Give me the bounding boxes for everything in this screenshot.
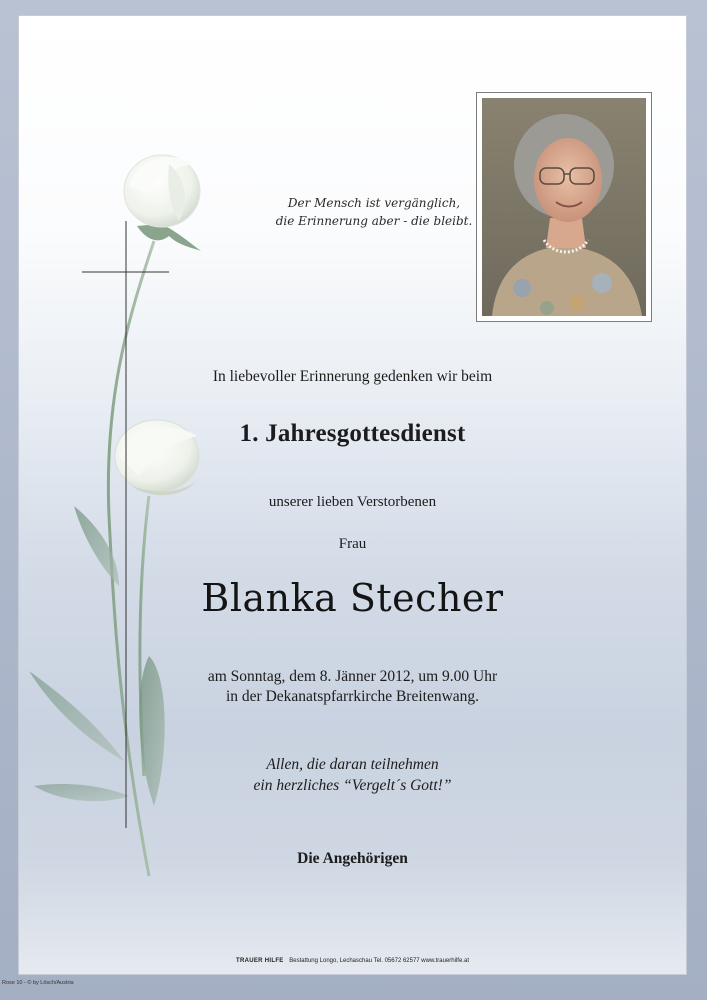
service-date: am Sonntag, dem 8. Jänner 2012, um 9.00 Uhr [207, 668, 498, 685]
portrait-photo [482, 98, 646, 316]
thanks-line-1: Allen, die daran teilnehmen [266, 756, 439, 773]
footer [19, 958, 686, 964]
signoff: Die Angehörigen [297, 850, 408, 867]
motto-line-1: Der Mensch ist vergänglich, [287, 196, 461, 210]
event-title: 1. Jahresgottesdienst [239, 420, 466, 447]
motto [249, 194, 499, 230]
portrait-frame [476, 92, 652, 322]
footer-details: Bestattung Longo, Lechaschau Tel. 05672 62577 www.trauerhilfe.at [289, 958, 469, 964]
memorial-card [19, 16, 686, 974]
motto-line-2: die Erinnerung aber - die bleibt. [275, 214, 473, 228]
thanks-line-2: ein herzliches “Vergelt´s Gott!” [253, 777, 452, 794]
service-location: in der Dekanatspfarrkirche Breitenwang. [225, 688, 480, 705]
design-credit: Rose 10 - © by Lösch/Austria [2, 980, 74, 986]
footer-brand: TRAUER HILFE [236, 958, 284, 964]
relation-text: unserer lieben Verstorbenen [268, 494, 437, 510]
salutation: Frau [338, 536, 367, 552]
deceased-name: Blanka Stecher [201, 576, 504, 620]
intro-text: In liebevoller Erinnerung gedenken wir beim [212, 368, 493, 385]
